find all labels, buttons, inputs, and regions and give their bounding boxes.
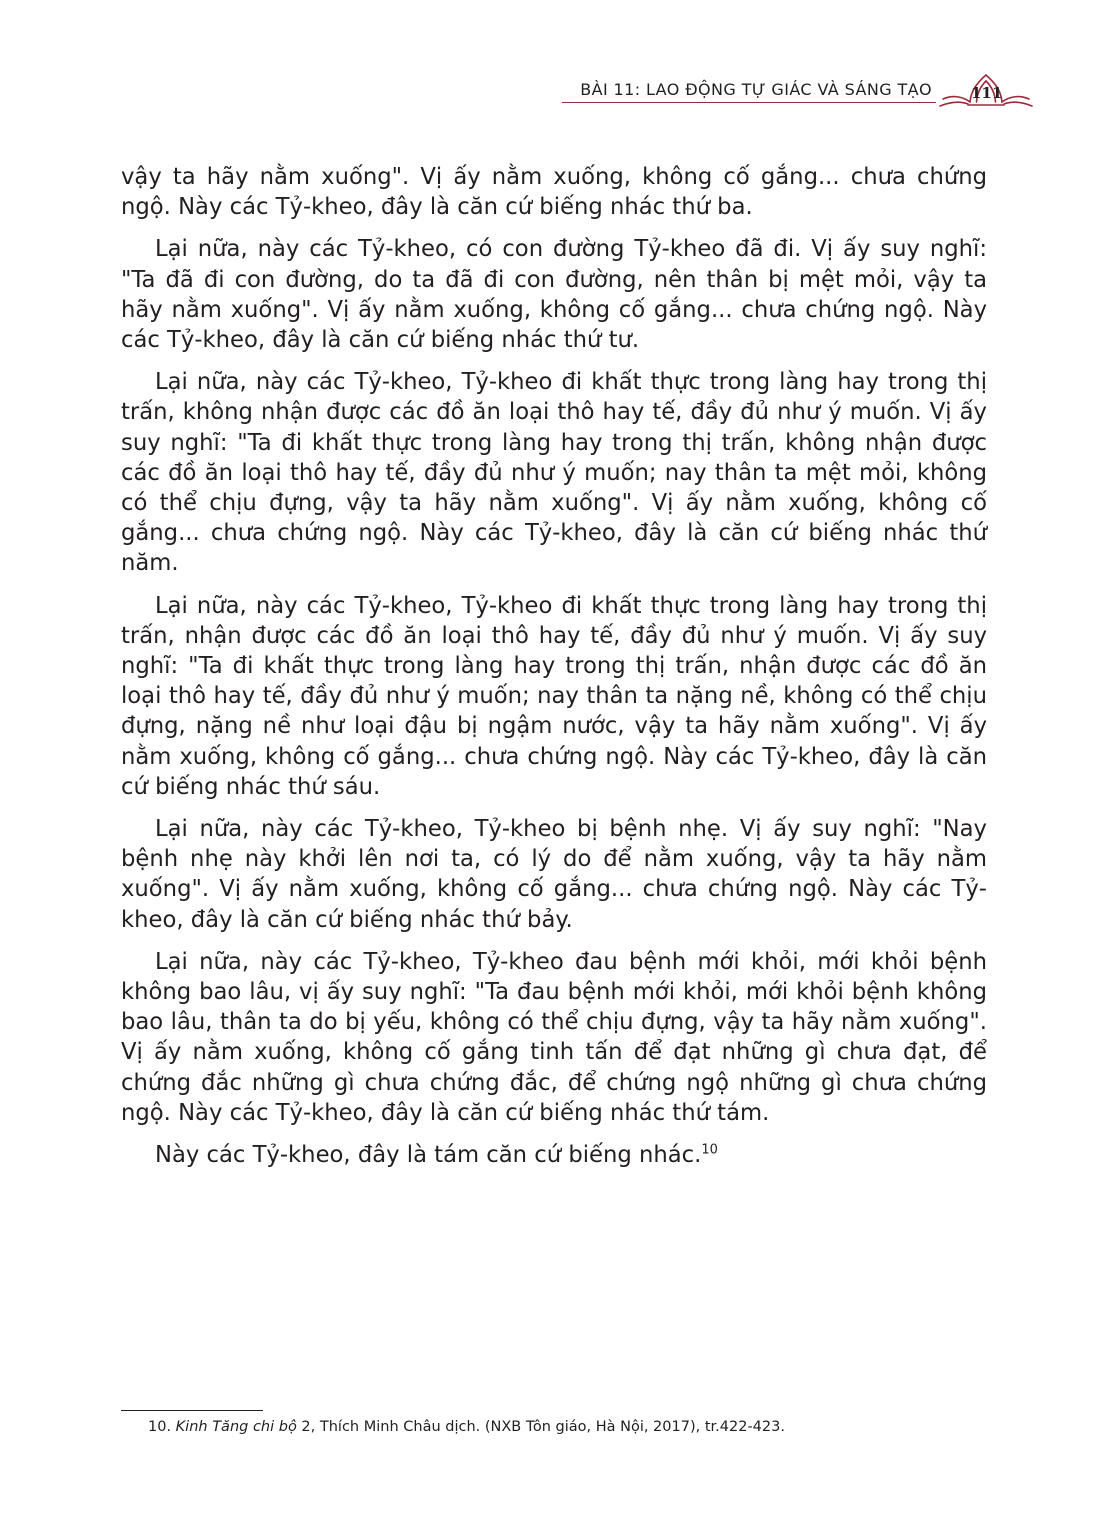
footnote-title: Kinh Tăng chi bộ [175, 1419, 297, 1435]
page-number: 111 [971, 84, 1003, 102]
footnote-rule [121, 1410, 263, 1411]
footnote [148, 1419, 785, 1435]
body-text [121, 162, 987, 1182]
paragraph: Lại nữa, này các Tỷ-kheo, Tỷ-kheo đi khất thực trong làng hay trong thị trấn, không nhận được các đồ ăn loại thô hay tế, đầy đủ như ý muốn. Vị ấy suy nghĩ: "Ta đi khất thực trong làng hay trong thị trấn, không nhận được các đồ ăn loại thô hay tế, đầy đủ như ý muốn; nay thân ta mệt mỏi, không có thể chịu đựng, vậy ta hãy nằm xuống". Vị ấy nằm xuống, không cố gắng... chưa chứng ngộ. Này các Tỷ-kheo, đây là căn cứ biếng nhác thứ năm. [121, 369, 987, 577]
footnote-ref: 10 [701, 1142, 718, 1158]
paragraph: Lại nữa, này các Tỷ-kheo, Tỷ-kheo đi khất thực trong làng hay trong thị trấn, nhận được các đồ ăn loại thô hay tế, đầy đủ như ý muốn. Vị ấy suy nghĩ: "Ta đi khất thực trong làng hay trong thị trấn, nhận được các đồ ăn loại thô hay tế, đầy đủ như ý muốn; nay thân ta nặng nề, không có thể chịu đựng, nặng nề như loại đậu bị ngậm nước, vậy ta hãy nằm xuống". Vị ấy nằm xuống, không cố gắng... chưa chứng ngộ. Này các Tỷ-kheo, đây là căn cứ biếng nhác thứ sáu. [121, 592, 987, 800]
running-header [0, 72, 1106, 112]
chapter-title: BÀI 11: LAO ĐỘNG TỰ GIÁC VÀ SÁNG TẠO [580, 80, 932, 99]
paragraph: Lại nữa, này các Tỷ-kheo, Tỷ-kheo bị bệnh nhẹ. Vị ấy suy nghĩ: "Nay bệnh nhẹ này khởi lên nơi ta, có lý do để nằm xuống, vậy ta hãy nằm xuống". Vị ấy nằm xuống, không cố gắng... chưa chứng ngộ. Này các Tỷ-kheo, đây là căn cứ biếng nhác thứ bảy. [121, 816, 987, 933]
closing-text: Này các Tỷ-kheo, đây là tám căn cứ biếng nhác. [155, 1142, 702, 1169]
paragraph: Lại nữa, này các Tỷ-kheo, có con đường Tỷ-kheo đã đi. Vị ấy suy nghĩ: "Ta đã đi con đường, do ta đã đi con đường, nên thân bị mệt mỏi, vậy ta hãy nằm xuống". Vị ấy nằm xuống, không cố gắng... chưa chứng ngộ. Này các Tỷ-kheo, đây là căn cứ biếng nhác thứ tư. [121, 236, 987, 354]
header-rule [562, 102, 936, 103]
footnote-number: 10. [148, 1419, 172, 1435]
lotus-page-badge [938, 72, 1034, 112]
paragraph: Lại nữa, này các Tỷ-kheo, Tỷ-kheo đau bệnh mới khỏi, mới khỏi bệnh không bao lâu, vị ấy suy nghĩ: "Ta đau bệnh mới khỏi, mới khỏi bệnh không bao lâu, thân ta do bị yếu, không có thể chịu đựng, vậy ta hãy nằm xuống". Vị ấy nằm xuống, không cố gắng tinh tấn để đạt những gì chưa đạt, để chứng đắc những gì chưa chứng đắc, để chứng ngộ những gì chưa chứng ngộ. Này các Tỷ-kheo, đây là căn cứ biếng nhác thứ tám. [121, 948, 987, 1126]
paragraph: vậy ta hãy nằm xuống". Vị ấy nằm xuống, không cố gắng... chưa chứng ngộ. Này các Tỷ-kheo, đây là căn cứ biếng nhác thứ ba. [121, 164, 987, 221]
closing-paragraph [121, 1140, 987, 1170]
footnote-rest: 2, Thích Minh Châu dịch. (NXB Tôn giáo, Hà Nội, 2017), tr.422-423. [296, 1419, 785, 1435]
